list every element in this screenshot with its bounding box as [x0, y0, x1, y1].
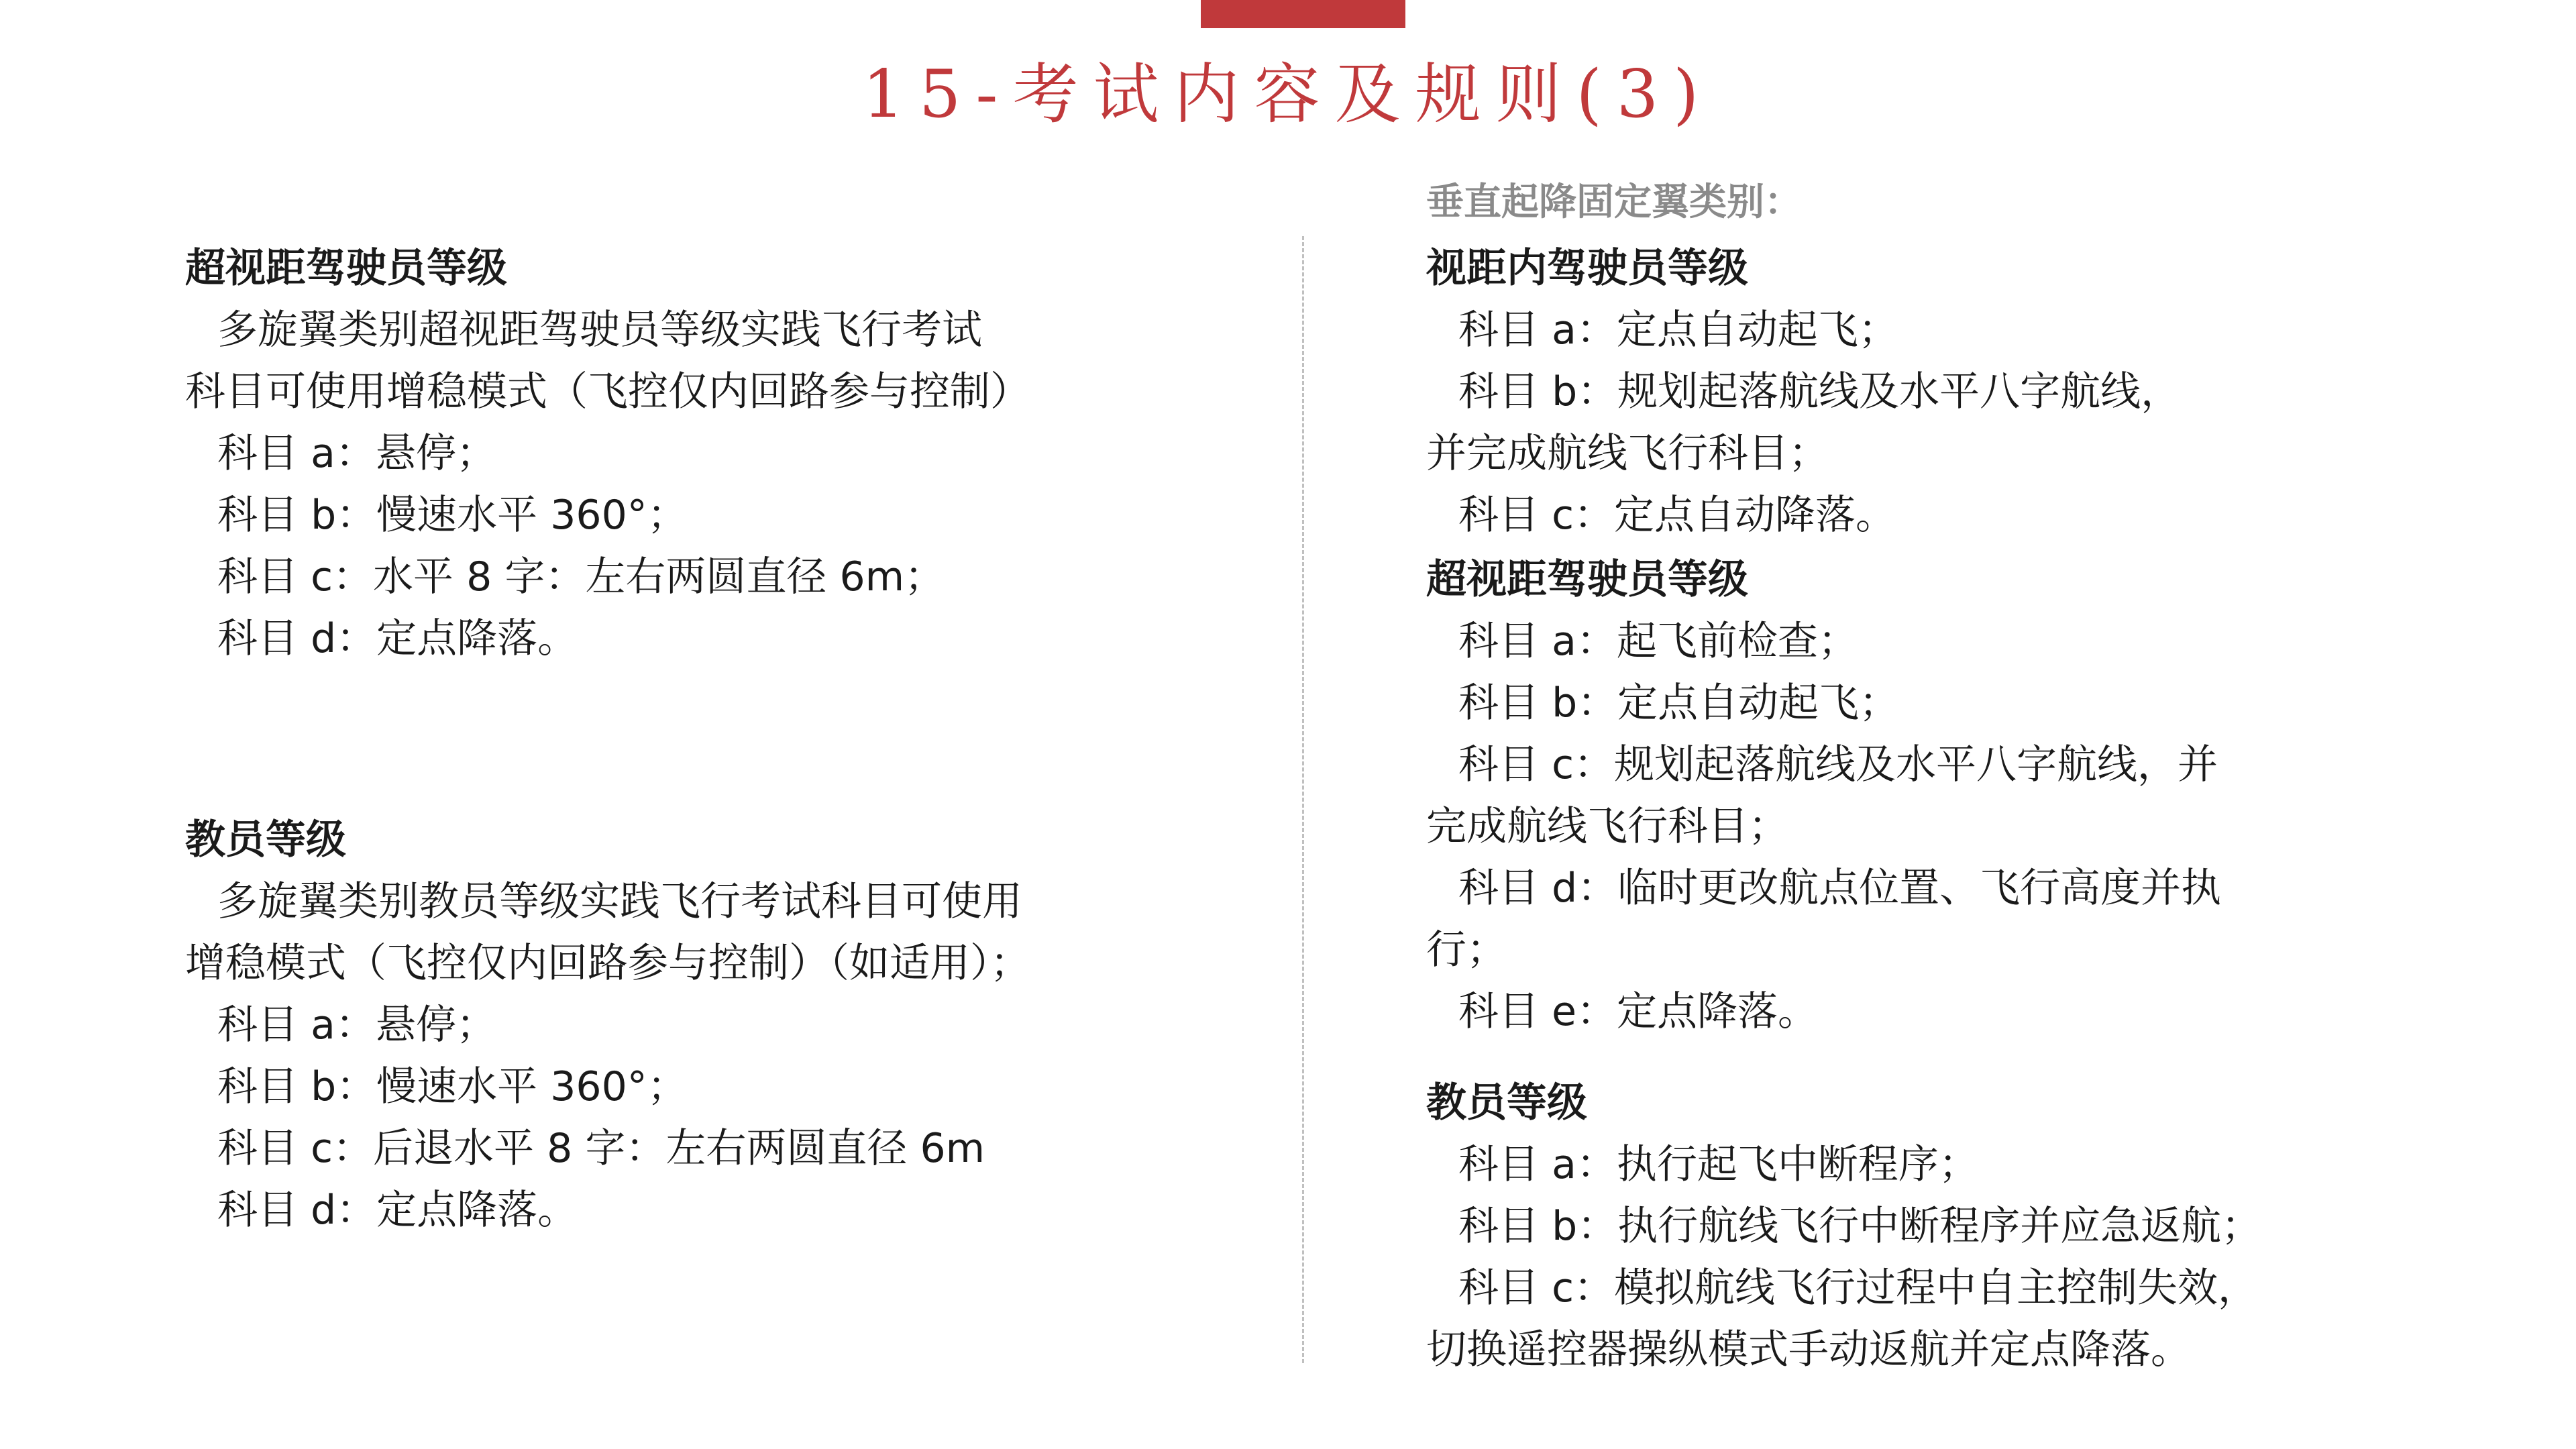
- right-bvlos-heading: 超视距驾驶员等级: [1426, 556, 1748, 603]
- right-vlos-heading: 视距内驾驶员等级: [1426, 245, 1748, 292]
- left-bvlos-line: 科目 a：悬停；: [217, 430, 496, 477]
- right-bvlos-line: 科目 c：规划起落航线及水平八字航线，并: [1458, 741, 2218, 788]
- left-bvlos-line: 科目 b：慢速水平 360°；: [217, 492, 688, 539]
- left-instructor-heading: 教员等级: [185, 816, 346, 863]
- left-bvlos-heading: 超视距驾驶员等级: [185, 245, 507, 292]
- right-vlos-line: 科目 b：规划起落航线及水平八字航线，: [1458, 368, 2182, 415]
- right-instructor-section: [1426, 1072, 2261, 1381]
- right-bvlos-line: 科目 e：定点降落。: [1458, 988, 1818, 1035]
- left-instructor-line: 科目 b：慢速水平 360°；: [217, 1063, 688, 1110]
- right-bvlos-line: 科目 d：临时更改航点位置、飞行高度并执: [1458, 865, 2222, 912]
- top-accent-bar: [1201, 0, 1405, 28]
- right-vlos-line: 科目 a：定点自动起飞；: [1458, 307, 1898, 354]
- page-title: 15-考试内容及规则(3): [862, 56, 1714, 133]
- right-bvlos-line: 行；: [1426, 926, 1507, 973]
- left-instructor-line: 科目 a：悬停；: [217, 1002, 496, 1049]
- left-instructor-line: 科目 d：定点降落。: [217, 1187, 578, 1234]
- left-bvlos-line: 科目 d：定点降落。: [217, 615, 578, 662]
- right-vlos-line: 科目 c：定点自动降落。: [1458, 492, 1896, 539]
- left-instructor-line: 增稳模式（飞控仅内回路参与控制）（如适用）；: [185, 940, 1030, 987]
- left-bvlos-section: [185, 237, 1030, 669]
- right-instructor-line: 科目 c：模拟航线飞行过程中自主控制失效，: [1458, 1265, 2259, 1311]
- right-instructor-line: 科目 a：执行起飞中断程序；: [1458, 1141, 1979, 1188]
- right-bvlos-section: [1426, 549, 2221, 1042]
- column-divider: [1302, 236, 1304, 1363]
- left-bvlos-line: 科目可使用增稳模式（飞控仅内回路参与控制）: [185, 368, 1030, 415]
- right-bvlos-line: 完成航线飞行科目；: [1426, 803, 1788, 850]
- right-instructor-line: 科目 b：执行航线飞行中断程序并应急返航；: [1458, 1203, 2262, 1250]
- right-category-label: 垂直起降固定翼类别：: [1426, 180, 1802, 224]
- left-instructor-line: 科目 c：后退水平 8 字：左右两圆直径 6m: [217, 1125, 985, 1172]
- right-instructor-heading: 教员等级: [1426, 1079, 1587, 1126]
- right-bvlos-line: 科目 b：定点自动起飞；: [1458, 680, 1900, 727]
- left-bvlos-line: 多旋翼类别超视距驾驶员等级实践飞行考试: [217, 307, 982, 354]
- right-vlos-line: 并完成航线飞行科目；: [1426, 430, 1829, 477]
- right-vlos-section: [1426, 237, 2181, 546]
- right-bvlos-line: 科目 a：起飞前检查；: [1458, 618, 1858, 665]
- left-bvlos-line: 科目 c：水平 8 字：左右两圆直径 6m；: [217, 553, 945, 600]
- left-instructor-section: [185, 809, 1030, 1241]
- left-instructor-line: 多旋翼类别教员等级实践飞行考试科目可使用: [217, 878, 1022, 925]
- right-instructor-line: 切换遥控器操纵模式手动返航并定点降落。: [1426, 1326, 2191, 1373]
